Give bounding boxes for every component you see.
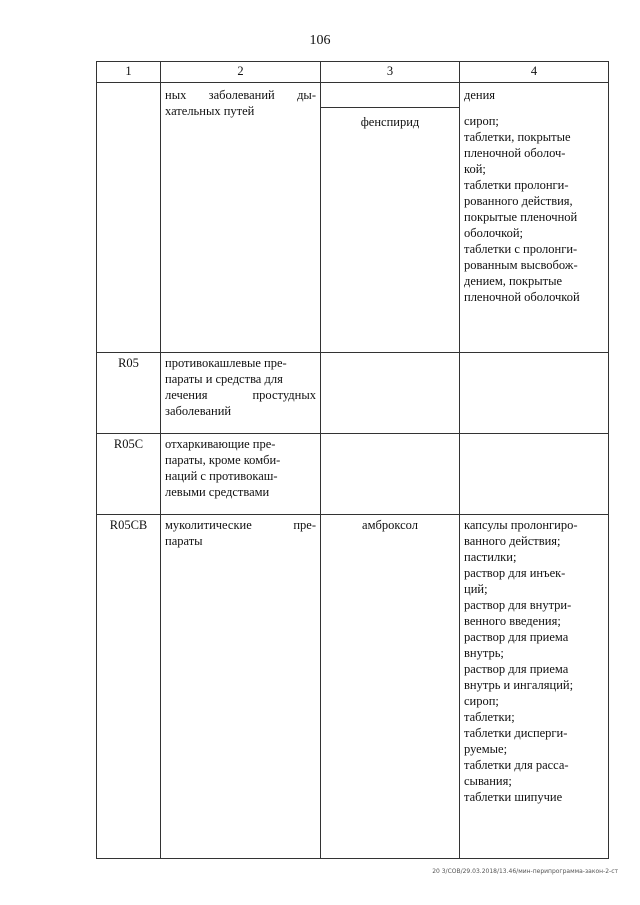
- dosage-form-line: раствор для приема: [464, 662, 569, 676]
- table-row: [97, 434, 609, 515]
- atc-code-cell: R05: [97, 353, 161, 434]
- dosage-form-line: ванного действия;: [464, 534, 561, 548]
- group-name-cell: [161, 83, 321, 353]
- dosage-forms-cell: [460, 83, 609, 353]
- inn-cell: [321, 353, 460, 434]
- dosage-form-line: сироп;: [464, 694, 499, 708]
- header-cell-3: 3: [321, 62, 460, 83]
- group-name-line: ных заболеваний ды-: [165, 88, 316, 102]
- group-name-line: параты и средства для: [165, 372, 283, 386]
- dosage-form-line: таблетки пролонги-: [464, 178, 569, 192]
- dosage-form-line: ций;: [464, 582, 488, 596]
- inn-cell: амброксол: [321, 515, 460, 859]
- dosage-form-line: оболочкой;: [464, 226, 523, 240]
- header-cell-2: 2: [161, 62, 321, 83]
- group-name-cell: [161, 515, 321, 859]
- dosage-form-line: дения: [464, 88, 496, 102]
- header-cell-1: 1: [97, 62, 161, 83]
- group-name-line: наций с противокаш-: [165, 469, 278, 483]
- dosage-form-line: сироп;: [464, 114, 499, 128]
- dosage-forms-cell: [460, 515, 609, 859]
- dosage-forms-cell: [460, 434, 609, 515]
- group-name-line: параты, кроме комби-: [165, 453, 281, 467]
- atc-code-cell: R05C: [97, 434, 161, 515]
- dosage-form-line: руемые;: [464, 742, 508, 756]
- dosage-form-line: раствор для инъек-: [464, 566, 566, 580]
- group-name-cell: [161, 353, 321, 434]
- dosage-form-line: кой;: [464, 162, 486, 176]
- dosage-form-line: таблетки;: [464, 710, 515, 724]
- dosage-form-line: венного введения;: [464, 614, 561, 628]
- dosage-form-line: рованным высвобож-: [464, 258, 578, 272]
- dosage-form-line: таблетки с пролонги-: [464, 242, 578, 256]
- table-row: [97, 353, 609, 434]
- dosage-form-line: сывания;: [464, 774, 512, 788]
- dosage-form-line: раствор для приема: [464, 630, 569, 644]
- dosage-form-line: таблетки шипучие: [464, 790, 563, 804]
- group-name-line: лечения простудных: [165, 388, 316, 402]
- dosage-form-line: таблетки, покрытые: [464, 130, 571, 144]
- page-number: 106: [309, 33, 331, 48]
- dosage-form-line: таблетки дисперги-: [464, 726, 568, 740]
- group-name-line: хательных путей: [165, 104, 255, 118]
- atc-code-cell: R05CB: [97, 515, 161, 859]
- dosage-form-line: пастилки;: [464, 550, 517, 564]
- group-name-line: параты: [165, 534, 203, 548]
- group-name-line: заболеваний: [165, 404, 232, 418]
- dosage-forms-cell: [460, 353, 609, 434]
- group-name-line: левыми средствами: [165, 485, 270, 499]
- header-cell-4: 4: [460, 62, 609, 83]
- table-row: [97, 83, 609, 353]
- dosage-form-line: дением, покрытые: [464, 274, 563, 288]
- dosage-form-line: внутрь и ингаляций;: [464, 678, 574, 692]
- group-name-line: отхаркивающие пре-: [165, 437, 276, 451]
- inn-name: фенспирид: [360, 115, 420, 129]
- dosage-form-line: пленочной оболоч-: [464, 146, 566, 160]
- group-name-line: противокашлевые пре-: [165, 356, 287, 370]
- footer-text: 20 3/СОВ/29.03.2018/13.46/мин-перипрограмма-закон-2-ст: [432, 868, 618, 875]
- inn-top-subcell: [321, 81, 459, 108]
- dosage-form-line: пленочной оболочкой: [464, 290, 580, 304]
- inn-cell: [321, 83, 460, 353]
- dosage-form-line: покрытые пленочной: [464, 210, 578, 224]
- dosage-form-line: внутрь;: [464, 646, 504, 660]
- table-row: [97, 515, 609, 859]
- inn-cell: [321, 434, 460, 515]
- dosage-form-line: капсулы пролонгиро-: [464, 518, 578, 532]
- table-header-row: [97, 62, 609, 83]
- group-name-cell: [161, 434, 321, 515]
- drug-table: [96, 61, 609, 859]
- atc-code-cell: [97, 83, 161, 353]
- dosage-form-line: раствор для внутри-: [464, 598, 572, 612]
- group-name-line: муколитические пре-: [165, 518, 316, 532]
- dosage-form-line: рованного действия,: [464, 194, 573, 208]
- dosage-form-line: таблетки для расса-: [464, 758, 569, 772]
